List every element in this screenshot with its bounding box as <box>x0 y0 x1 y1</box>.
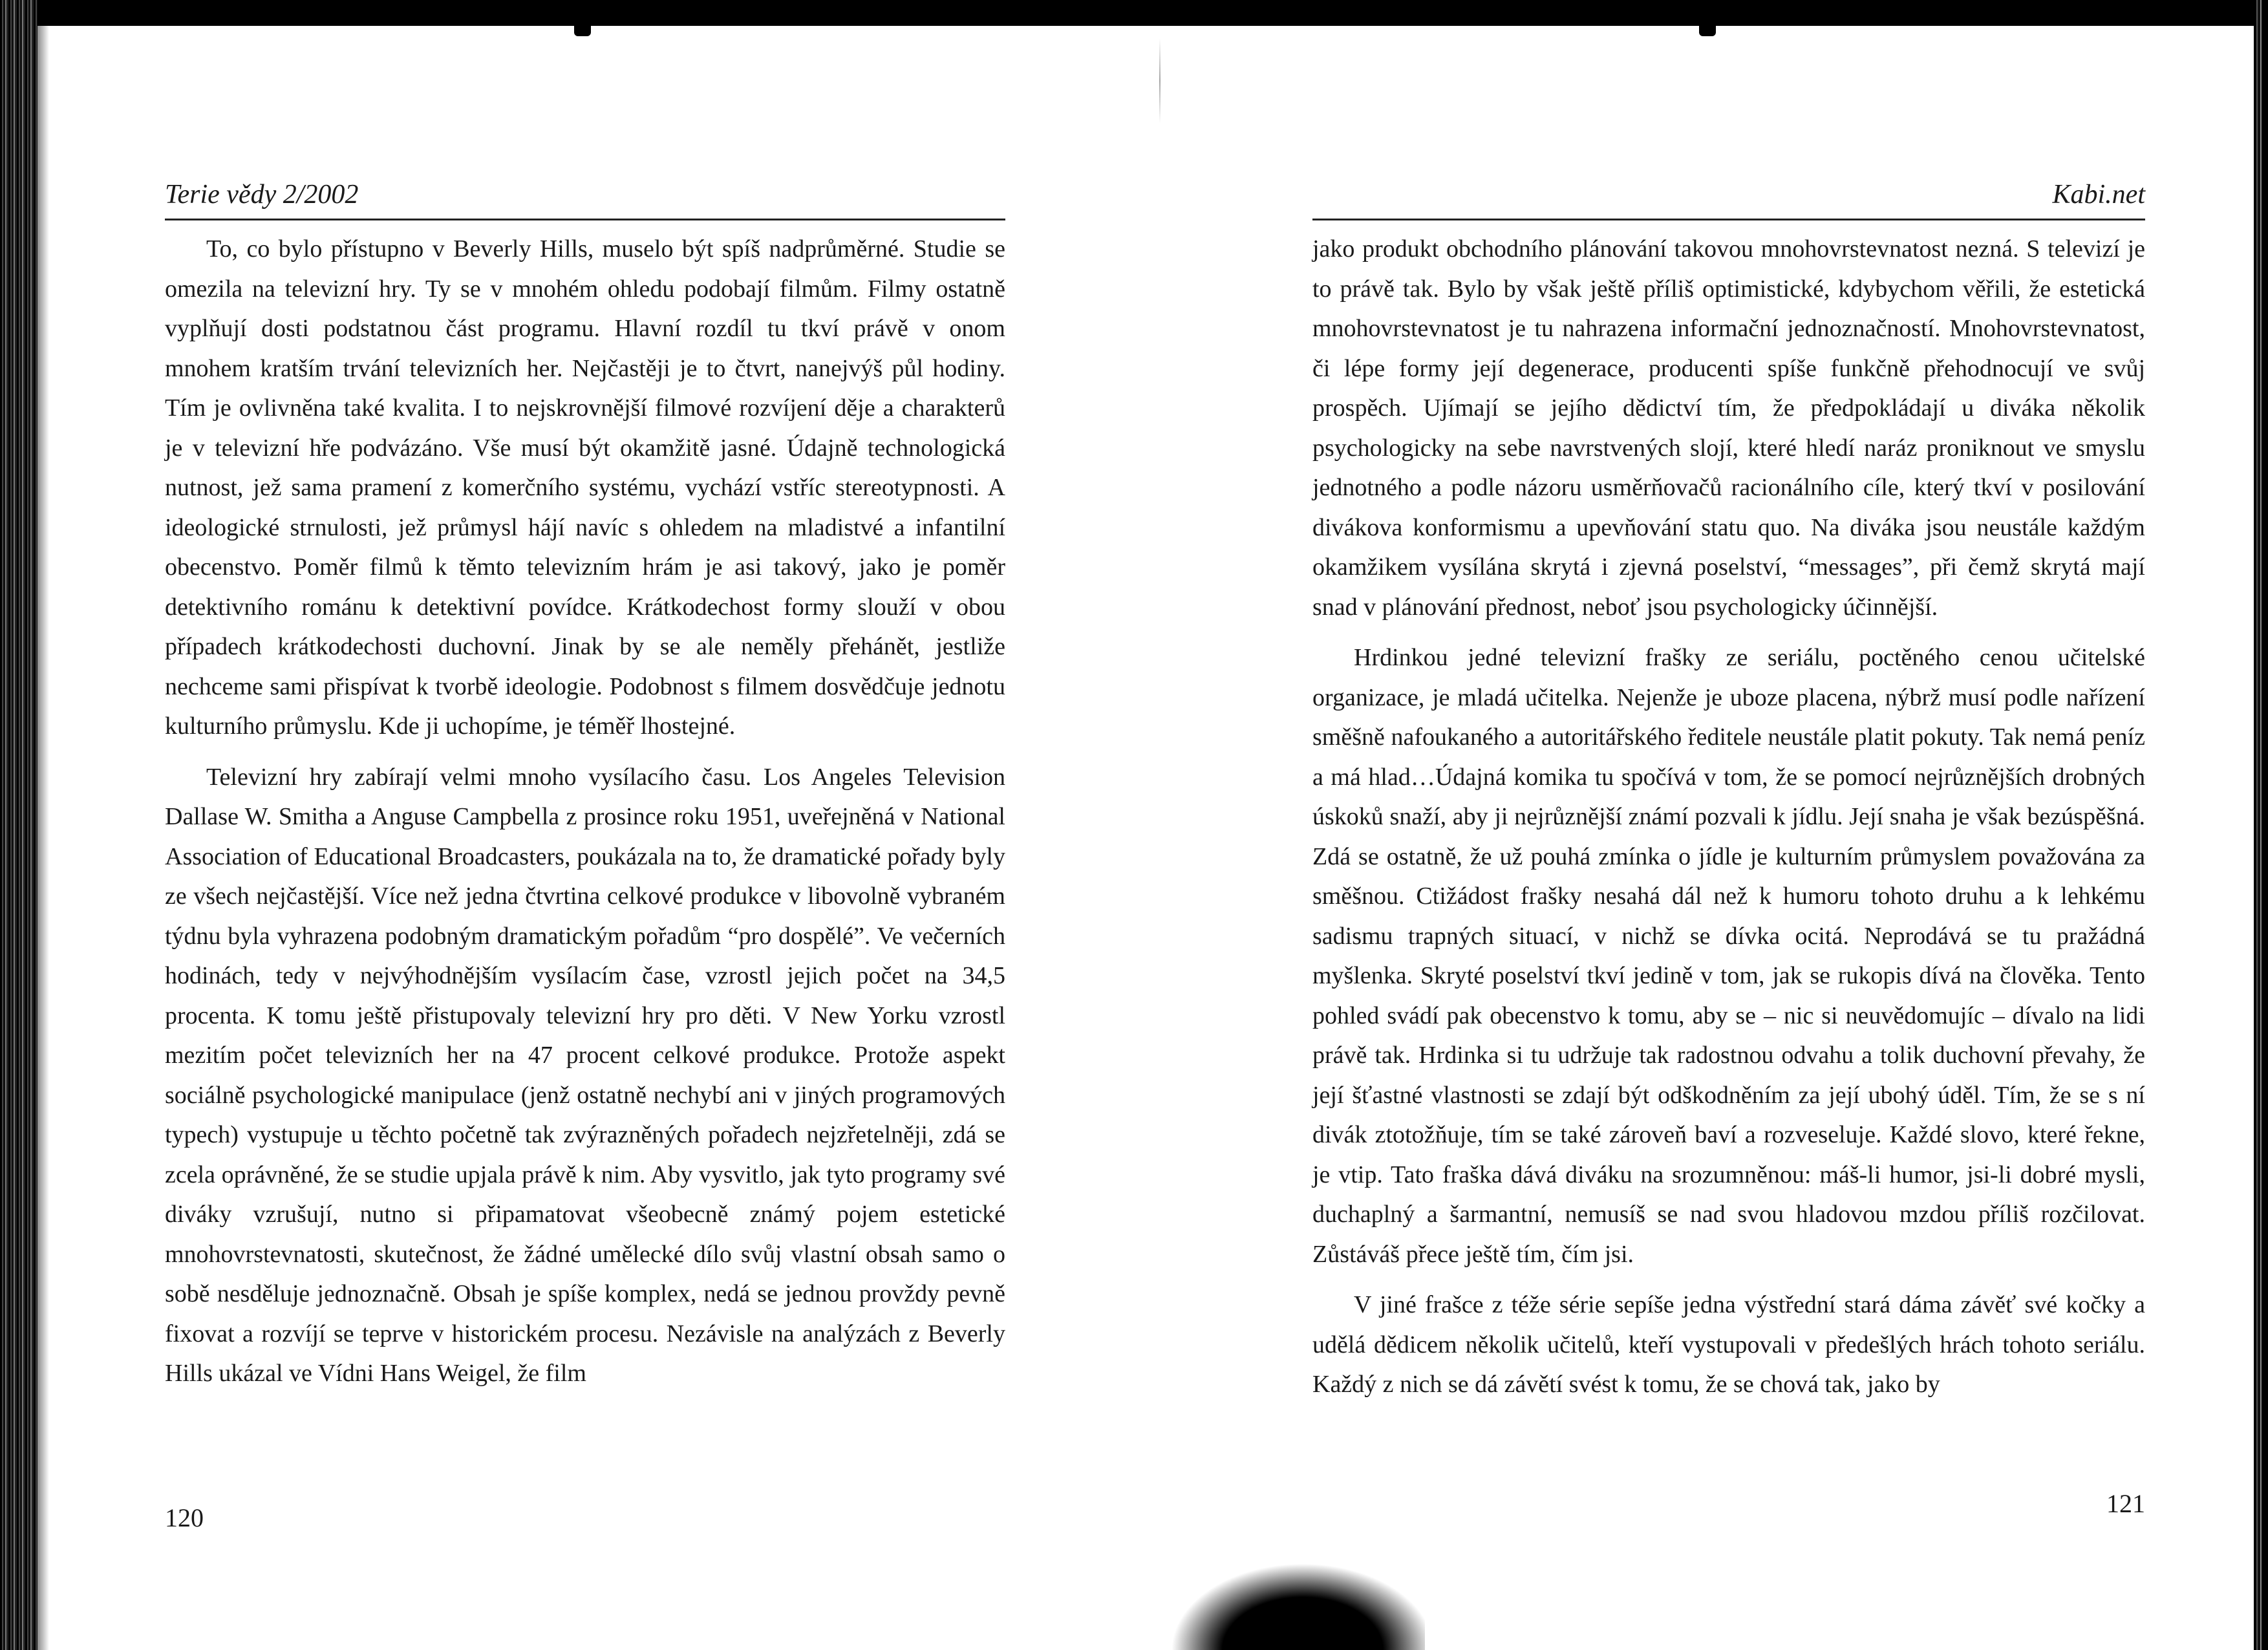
header-rule <box>1312 219 2145 220</box>
paragraph: To, co bylo přístupno v Beverly Hills, muselo být spíš nadprůměrné. Studie se omezila na televizní hry. Ty se v mnohém ohledu podobají filmům. Filmy ostatně vyplňují dosti podstatnou část programu. Hlavní rozdíl tu tkví právě v onom mnohem kratším trvání televizních her. Nejčastěji je to čtvrt, nanejvýš půl hodiny. Tím je ovlivněna také kvalita. I to nejskrovnější filmové rozvíjení děje a charakterů je v televizní hře podvázáno. Vše musí být okamžitě jasné. Údajně technologická nutnost, jež sama pramení z komerčního systému, vychází vstříc stereotypnosti. A ideologické strnulosti, jež průmysl hájí navíc s ohledem na mladistvé a infantilní obecenstvo. Poměr filmů k těmto televizním hrám je asi takový, jako je poměr detektivního románu k detektivní povídce. Krátkodechost formy slouží v obou případech krátkodechosti duchovní. Jinak by se ale neměly přehánět, jestliže nechceme sami přispívat k tvorbě ideologie. Podobnost s filmem dosvědčuje jednotu kulturního průmyslu. Kde ji uchopíme, je téměř lhostejné. <box>165 235 1005 740</box>
paragraph: V jiné frašce z téže série sepíše jedna výstřední stará dáma závěť své kočky a udělá dědicem několik učitelů, kteří vystupovali v předešlých hrách tohoto seriálu. Každý z nich se dá závětí svést k tomu, že se chová tak, jako by <box>1312 1291 2145 1398</box>
paragraph: jako produkt obchodního plánování takovou mnohovrstevnatost nezná. S televizí je to právě tak. Bylo by však ještě příliš optimistické, kdybychom věřili, že estetická mnohovrstevnatost je tu nahrazena informační jednoznačností. Mnohovrstevnatost, či lépe formy její degenerace, producenti spíše funkčně přehodnocují ve svůj prospěch. Ujímají se jejího dědictví tím, že předpokládají u diváka několik psychologicky na sebe navrstvených slojí, které hledí naráz proniknout ve smyslu jednotného a podle názoru usměrňovačů racionálního cíle, který tkví v posilování divákova konformismu a upevňování statu quo. Na diváka jsou neustále každým okamžikem vysílána skrytá i zjevná poselství, “messages”, při čemž skrytá mají snad v plánování přednost, neboť jsou psychologicky účinnější. <box>1312 235 2145 621</box>
page-number: 120 <box>165 1503 204 1532</box>
scan-left-edge <box>0 0 37 1650</box>
header-rule <box>165 219 1005 220</box>
body-text <box>165 230 1005 1405</box>
left-page <box>165 0 1005 1650</box>
running-head: Kabi.net <box>2052 180 2145 209</box>
running-head: Terie vědy 2/2002 <box>165 180 359 209</box>
body-text <box>1312 230 2145 1416</box>
scan-right-edge <box>2254 0 2268 1650</box>
paragraph: Hrdinkou jedné televizní frašky ze seriálu, poctěného cenou učitelské organizace, je mladá učitelka. Nejenže je uboze placena, nýbrž musí podle nařízení směšně nafoukaného a autoritářského ředitele neustále platit pokuty. Tak nemá peníz a má hlad…Údajná komika tu spočívá v tom, že se pomocí nejrůznějších drobných úskoků snaží, aby ji nejrůznější známí pozvali k jídlu. Její snaha je však bezúspěšná. Zdá se ostatně, že už pouhá zmínka o jídle je kulturním průmyslem považována za směšnou. Ctižádost frašky nesahá dál než k humoru tohoto druhu a k lehkému sadismu trapných situací, v nichž se dívka ocitá. Neprodává se tu pražádná myšlenka. Skryté poselství tkví jedině v tom, jak se rukopis dívá na člověka. Tento pohled svádí pak obecenstvo k tomu, aby se – nic si neuvědomujíc – dívalo na lidi právě tak. Hrdinka si tu udržuje tak radostnou odvahu a tolik duchovní převahy, že její šťastné vlastnosti se zdají být odškodněním za její ubohý úděl. Tím, že se s ní divák ztotožňuje, tím se také zároveň baví a rozveseluje. Každé slovo, které řekne, je vtip. Tato fraška dává diváku na srozumněnou: máš-li humor, jsi-li dobré mysli, duchaplný a šarmantní, nemusíš se nad svou hladovou mzdou příliš rozčilovat. Zůstáváš přece ještě tím, čím jsi. <box>1312 644 2145 1268</box>
book-gutter-shadow <box>1159 39 1161 123</box>
paragraph: Televizní hry zabírají velmi mnoho vysílacího času. Los Angeles Television Dallase W. Smitha a Anguse Campbella z prosince roku 1951, uveřejněná v National Association of Educational Broadcasters, poukázala na to, že dramatické pořady byly ze všech nejčastější. Více než jedna čtvrtina celkové produkce v libovolně vybraném týdnu byla vyhrazena podobným dramatickým pořadům “pro dospělé”. Ve večerních hodinách, tedy v nejvýhodnějším vysílacím čase, vzrostl jejich počet na 34,5 procenta. K tomu ještě přistupovaly televizní hry pro děti. V New Yorku vzrostl mezitím počet televizních her na 47 procent celkové produkce. Protože aspekt sociálně psychologické manipulace (jenž ostatně nechybí ani v jiných programových typech) vystupuje u těchto početně tak zvýrazněných pořadech nejzřetelněji, zdá se zcela oprávněné, že se studie upjala právě k nim. Aby vysvitlo, jak tyto programy své diváky vzrušují, nutno si připamatovat všeobecně známý pojem estetické mnohovrstevnatosti, skutečnost, že žádné umělecké dílo svůj vlastní obsah samo o sobě nesděluje jednoznačně. Obsah je spíše komplex, nedá se jednou provždy pevně fixovat a rozvíjí se teprve v historickém procesu. Nezávisle na analýzách z Beverly Hills ukázal ve Vídni Hans Weigel, že film <box>165 763 1005 1387</box>
right-page <box>1312 0 2145 1650</box>
page-number: 121 <box>2106 1489 2145 1518</box>
